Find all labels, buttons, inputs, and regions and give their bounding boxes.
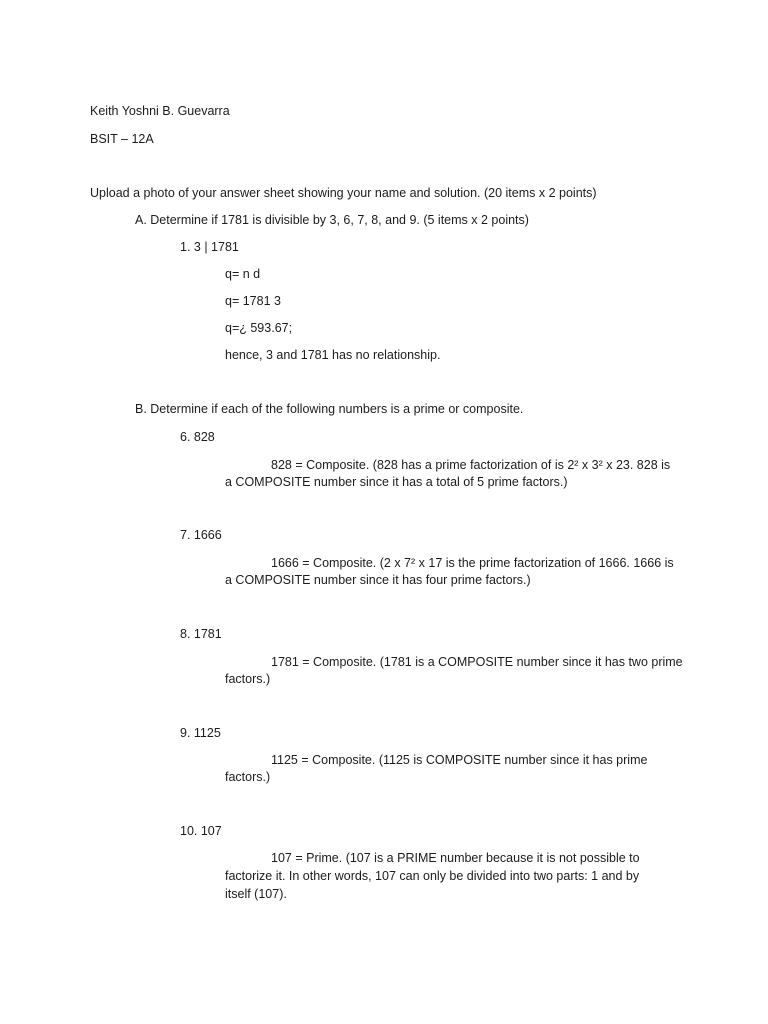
student-section: BSIT – 12A: [90, 132, 154, 146]
part-b-item-label: 8. 1781: [180, 627, 222, 641]
part-b-answer-line: 828 = Composite. (828 has a prime factorization of is 2² x 3² x 23. 828 is: [271, 458, 671, 472]
part-b-answer-line: 107 = Prime. (107 is a PRIME number because it is not possible to: [271, 851, 640, 865]
part-a-step-1: q= n d: [225, 267, 261, 281]
part-b-answer-line: a COMPOSITE number since it has a total of 5 prime factors.): [225, 475, 568, 489]
part-a-item-1-label: 1. 3 | 1781: [180, 240, 239, 254]
part-b-item-label: 6. 828: [180, 430, 215, 444]
part-b-answer-line: itself (107).: [225, 887, 287, 901]
part-b-answer-line: factors.): [225, 672, 271, 686]
part-a-heading: A. Determine if 1781 is divisible by 3, 6, 7, 8, and 9. (5 items x 2 points): [135, 213, 529, 227]
part-b-answer-line: 1781 = Composite. (1781 is a COMPOSITE number since it has two prime: [271, 655, 683, 669]
instructions-text: Upload a photo of your answer sheet showing your name and solution. (20 items x 2 points): [90, 186, 597, 200]
part-b-answer-line: factors.): [225, 770, 271, 784]
part-a-step-2: q= 1781 3: [225, 294, 281, 308]
part-b-item-label: 10. 107: [180, 824, 222, 838]
part-b-answer-line: 1125 = Composite. (1125 is COMPOSITE number since it has prime: [271, 753, 648, 767]
part-b-heading: B. Determine if each of the following numbers is a prime or composite.: [135, 402, 524, 416]
part-b-item-label: 9. 1125: [180, 726, 221, 740]
part-b-item-label: 7. 1666: [180, 528, 222, 542]
part-b-answer-line: 1666 = Composite. (2 x 7² x 17 is the prime factorization of 1666. 1666 is: [271, 556, 674, 570]
part-a-step-3: q=¿ 593.67;: [225, 321, 293, 335]
part-b-answer-line: factorize it. In other words, 107 can only be divided into two parts: 1 and by: [225, 869, 640, 883]
student-name: Keith Yoshni B. Guevarra: [90, 104, 230, 118]
part-b-answer-line: a COMPOSITE number since it has four prime factors.): [225, 573, 531, 587]
part-a-conclusion: hence, 3 and 1781 has no relationship.: [225, 348, 441, 362]
